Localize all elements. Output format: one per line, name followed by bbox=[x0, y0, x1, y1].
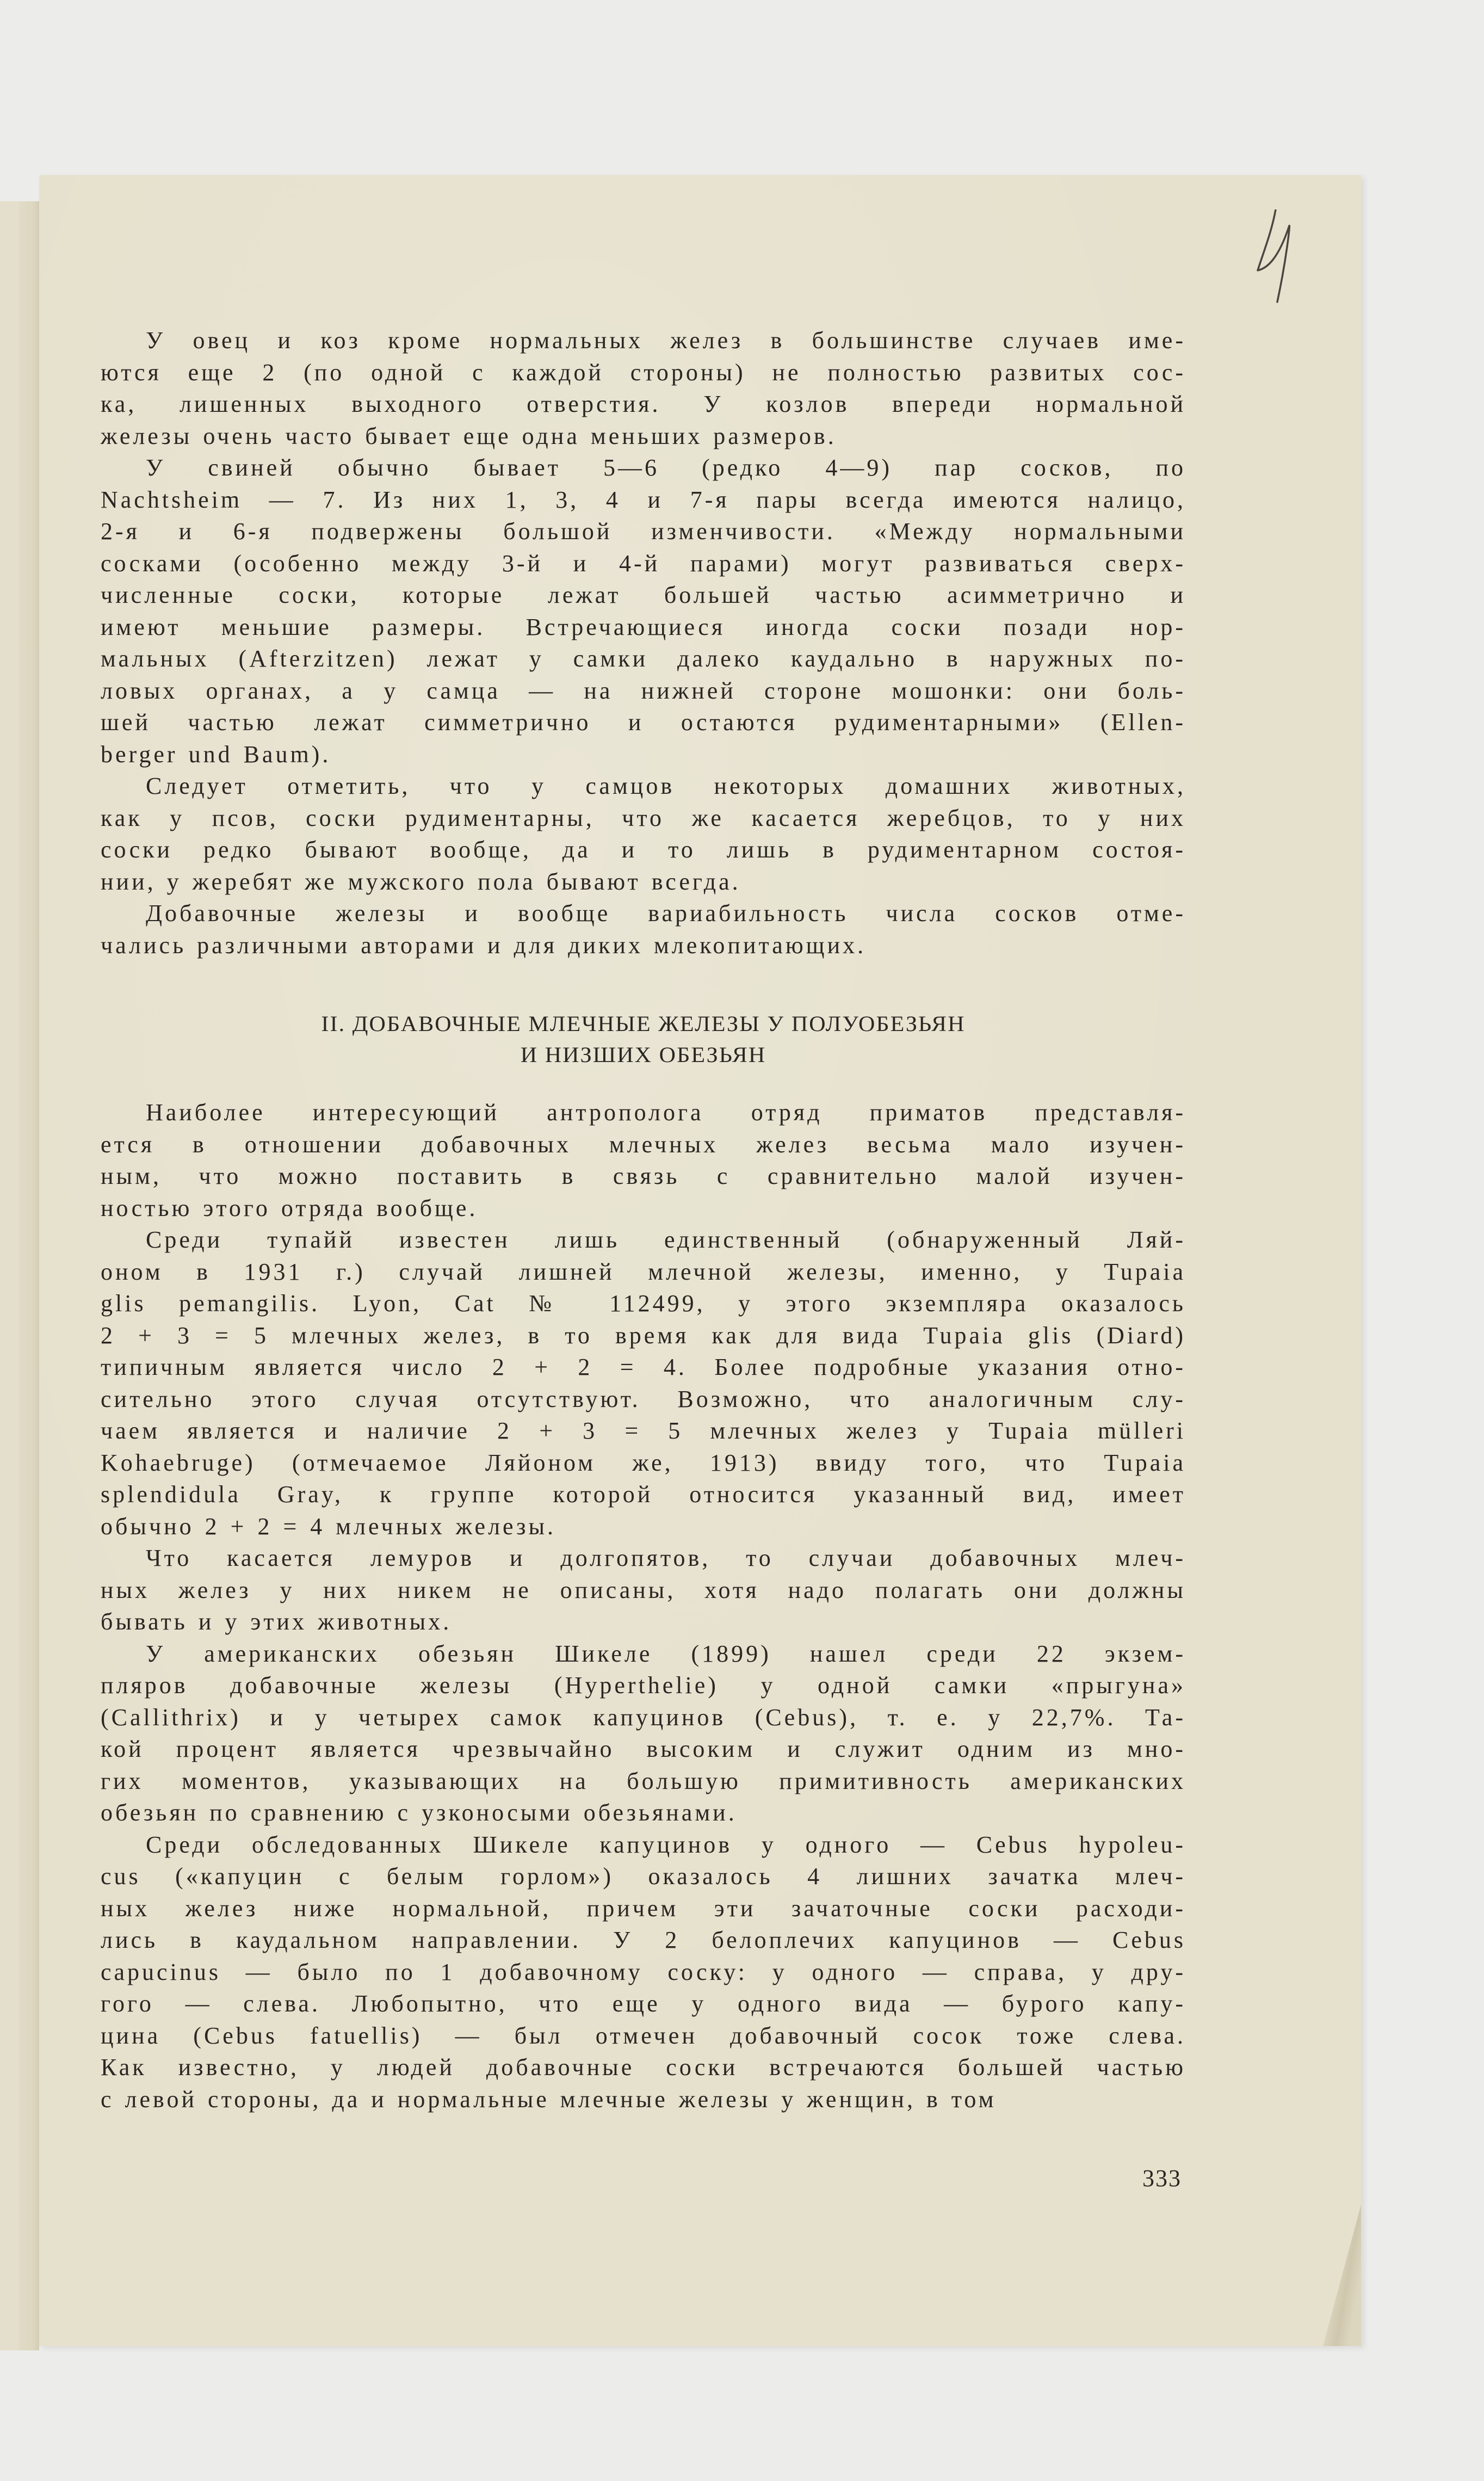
text-line: glis pemangilis. Lyon, Cat № 112499, у этого экземпляра оказалось bbox=[101, 1290, 1186, 1317]
text-line: сосками (особенно между 3-й и 4-й парами) могут развиваться сверх- bbox=[101, 550, 1186, 577]
text-line: 2 + 3 = 5 млечных желез, в то время как для вида Tupaia glis (Diard) bbox=[101, 1322, 1186, 1349]
text-line: обезьян по сравнению с узконосыми обезьянами. bbox=[101, 1799, 737, 1826]
text-line: железы очень часто бывает еще одна меньших размеров. bbox=[101, 422, 837, 449]
text-line: splendidula Gray, к группе которой относится указанный вид, имеет bbox=[101, 1481, 1186, 1508]
handwritten-page-mark bbox=[1257, 209, 1306, 307]
text-line: berger und Baum). bbox=[101, 740, 331, 768]
text-line: ются еще 2 (по одной с каждой стороны) не полностью развитых сос- bbox=[101, 359, 1186, 386]
text-line: 2-я и 6-я подвержены большой изменчивости. «Между нормальными bbox=[101, 518, 1186, 545]
text-line: бывать и у этих животных. bbox=[101, 1608, 452, 1635]
text-line: мальных (Afterzitzen) лежат у самки далеко каудально в наружных по- bbox=[101, 645, 1186, 672]
text-line: чаем является и наличие 2 + 3 = 5 млечных желез у Tupaia mülleri bbox=[101, 1417, 1186, 1444]
text-line: с левой стороны, да и нормальные млечные железы у женщин, в том bbox=[101, 2085, 997, 2113]
text-line: гого — слева. Любопытно, что еще у одного вида — бурого капу- bbox=[101, 1990, 1186, 2017]
text-line: ловых органах, а у самца — на нижней стороне мошонки: они боль- bbox=[101, 677, 1186, 704]
text-line: (Callithrix) и у четырех самок капуцинов (Cebus), т. е. у 22,7%. Та- bbox=[101, 1704, 1186, 1731]
text-line: соски редко бывают вообще, да и то лишь в рудиментарном состоя- bbox=[101, 836, 1186, 863]
text-line: ка, лишенных выходного отверстия. У козлов впереди нормальной bbox=[101, 391, 1186, 417]
text-line: лись в каудальном направлении. У 2 белоплечих капуцинов — Cebus bbox=[101, 1927, 1186, 1953]
text-line: ностью этого отряда вообще. bbox=[101, 1194, 478, 1221]
text-line: кой процент является чрезвычайно высоким и служит одним из мно- bbox=[101, 1736, 1186, 1762]
text-line: сительно этого случая отсутствуют. Возможно, что аналогичным слу- bbox=[101, 1385, 1186, 1412]
text-line: capucinus — было по 1 добавочному соску: у одного — справа, у дру- bbox=[101, 1958, 1186, 1985]
text-line: типичным является число 2 + 2 = 4. Более подробные указания отно- bbox=[101, 1354, 1186, 1380]
text-line: нии, у жеребят же мужского пола бывают всегда. bbox=[101, 868, 741, 895]
text-line: Среди обследованных Шикеле капуцинов у одного — Cebus hypoleu- bbox=[146, 1831, 1186, 1858]
text-line: Nachtsheim — 7. Из них 1, 3, 4 и 7-я пары всегда имеются налицо, bbox=[101, 486, 1186, 513]
text-line: Наиболее интересующий антрополога отряд приматов представля- bbox=[146, 1099, 1186, 1126]
text-line: имеют меньшие размеры. Встречающиеся иногда соски позади нор- bbox=[101, 613, 1186, 640]
text-line: цина (Cebus fatuellis) — был отмечен добавочный сосок тоже слева. bbox=[101, 2022, 1186, 2049]
text-line: У свиней обычно бывает 5—6 (редко 4—9) пар сосков, по bbox=[146, 454, 1186, 481]
text-line: ется в отношении добавочных млечных желез весьма мало изучен- bbox=[101, 1131, 1186, 1158]
text-line: Добавочные железы и вообще вариабильность числа сосков отме- bbox=[146, 900, 1186, 927]
text-line: оном в 1931 г.) случай лишней млечной железы, именно, у Tupaia bbox=[101, 1258, 1186, 1285]
text-line: Среди тупайй известен лишь единственный (обнаруженный Ляй- bbox=[146, 1226, 1186, 1253]
text-line: пляров добавочные железы (Hyperthelie) у одной самки «прыгуна» bbox=[101, 1672, 1186, 1699]
text-line: cus («капуцин с белым горлом») оказалось 4 лишних зачатка млеч- bbox=[101, 1863, 1186, 1890]
curled-page-corner bbox=[1323, 2205, 1361, 2346]
text-line: обычно 2 + 2 = 4 млечных железы. bbox=[101, 1513, 556, 1540]
page-fold bbox=[18, 201, 39, 2350]
text-line: ных желез ниже нормальной, причем эти зачаточные соски расходи- bbox=[101, 1894, 1186, 1922]
adjacent-page-edge bbox=[0, 201, 19, 2350]
text-line: Kohaebruge) (отмечаемое Ляйоном же, 1913) ввиду того, что Tupaia bbox=[101, 1449, 1186, 1476]
text-line: У американских обезьян Шикеле (1899) нашел среди 22 экзем- bbox=[146, 1640, 1186, 1667]
page-number: 333 bbox=[1142, 2165, 1182, 2192]
text-line: чались различными авторами и для диких млекопитающих. bbox=[101, 931, 867, 959]
text-line: Как известно, у людей добавочные соски встречаются большей частью bbox=[101, 2054, 1186, 2081]
text-line: Что касается лемуров и долгопятов, то случаи добавочных млеч- bbox=[146, 1545, 1186, 1571]
text-line: численные соски, которые лежат большей частью асимметрично и bbox=[101, 582, 1186, 608]
text-line: шей частью лежат симметрично и остаются рудиментарными» (Ellen- bbox=[101, 709, 1186, 736]
text-line: как у псов, соски рудиментарны, что же касается жеребцов, то у них bbox=[101, 804, 1186, 831]
text-line: Следует отметить, что у самцов некоторых домашних животных, bbox=[146, 773, 1186, 799]
text-line: ных желез у них никем не описаны, хотя надо полагать они должны bbox=[101, 1576, 1186, 1603]
text-line: ным, что можно поставить в связь с сравнительно малой изучен- bbox=[101, 1163, 1186, 1189]
section-heading-line-1: II. ДОБАВОЧНЫЕ МЛЕЧНЫЕ ЖЕЛЕЗЫ У ПОЛУОБЕЗЬЯН bbox=[321, 1011, 966, 1036]
text-line: гих моментов, указывающих на большую примитивность американских bbox=[101, 1767, 1186, 1794]
section-heading-line-2: И НИЗШИХ ОБЕЗЬЯН bbox=[520, 1042, 766, 1067]
text-line: У овец и коз кроме нормальных желез в большинстве случаев име- bbox=[146, 327, 1186, 354]
